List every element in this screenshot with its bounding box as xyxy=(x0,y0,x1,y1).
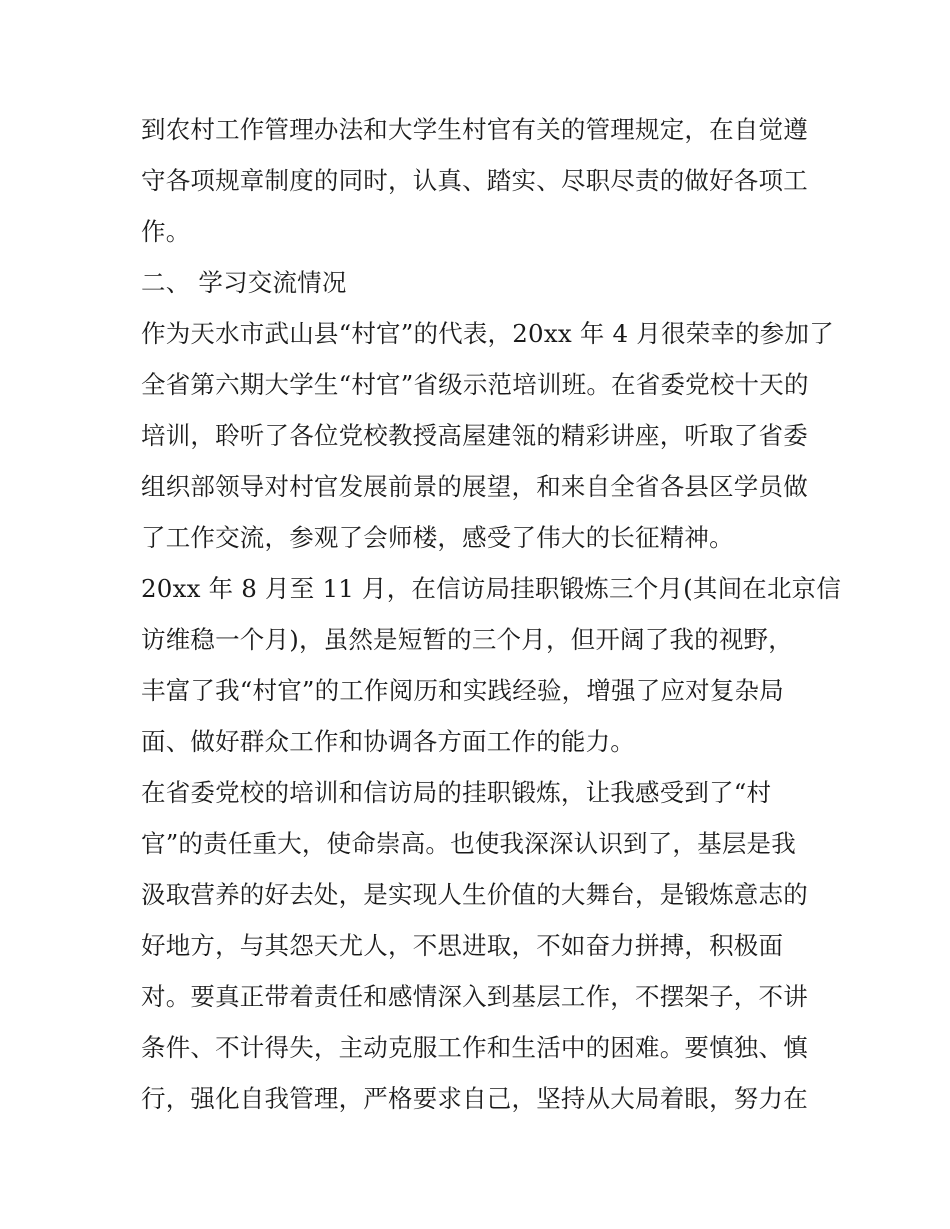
text-line: 组织部领导对村官发展前景的展望，和来自全省各县区学员做 xyxy=(141,472,808,501)
text-line: 访维稳一个月)，虽然是短暂的三个月，但开阔了我的视野， xyxy=(141,625,793,654)
text-line: 官”的责任重大，使命崇高。也使我深深认识到了，基层是我 xyxy=(141,829,796,858)
text-line: 丰富了我“村官”的工作阅历和实践经验，增强了应对复杂局 xyxy=(141,676,784,705)
text-line: 守各项规章制度的同时，认真、踏实、尽职尽责的做好各项工 xyxy=(141,166,808,195)
text-line: 作为天水市武山县“村官”的代表，20xx 年 4 月很荣幸的参加了 xyxy=(141,319,834,348)
text-line: 行，强化自我管理，严格要求自己，坚持从大局着眼，努力在 xyxy=(141,1084,808,1113)
text-line: 20xx 年 8 月至 11 月，在信访局挂职锻炼三个月(其间在北京信 xyxy=(141,574,842,603)
text-line: 对。要真正带着责任和感情深入到基层工作，不摆架子，不讲 xyxy=(141,982,808,1011)
text-line: 汲取营养的好去处，是实现人生价值的大舞台，是锻炼意志的 xyxy=(141,880,808,909)
text-line: 了工作交流，参观了会师楼，感受了伟大的长征精神。 xyxy=(141,523,734,552)
text-line: 作。 xyxy=(141,217,191,246)
text-line: 全省第六期大学生“村官”省级示范培训班。在省委党校十天的 xyxy=(141,370,809,399)
section-heading: 二、 学习交流情况 xyxy=(141,268,347,297)
text-line: 培训，聆听了各位党校教授高屋建瓴的精彩讲座，听取了省委 xyxy=(141,421,808,450)
text-line: 好地方，与其怨天尤人，不思进取，不如奋力拼搏，积极面 xyxy=(141,931,784,960)
text-line: 到农村工作管理办法和大学生村官有关的管理规定，在自觉遵 xyxy=(141,115,808,144)
text-line: 在省委党校的培训和信访局的挂职锻炼，让我感受到了“村 xyxy=(141,778,772,807)
text-line: 条件、不计得失，主动克服工作和生活中的困难。要慎独、慎 xyxy=(141,1033,808,1062)
text-line: 面、做好群众工作和协调各方面工作的能力。 xyxy=(141,727,635,756)
